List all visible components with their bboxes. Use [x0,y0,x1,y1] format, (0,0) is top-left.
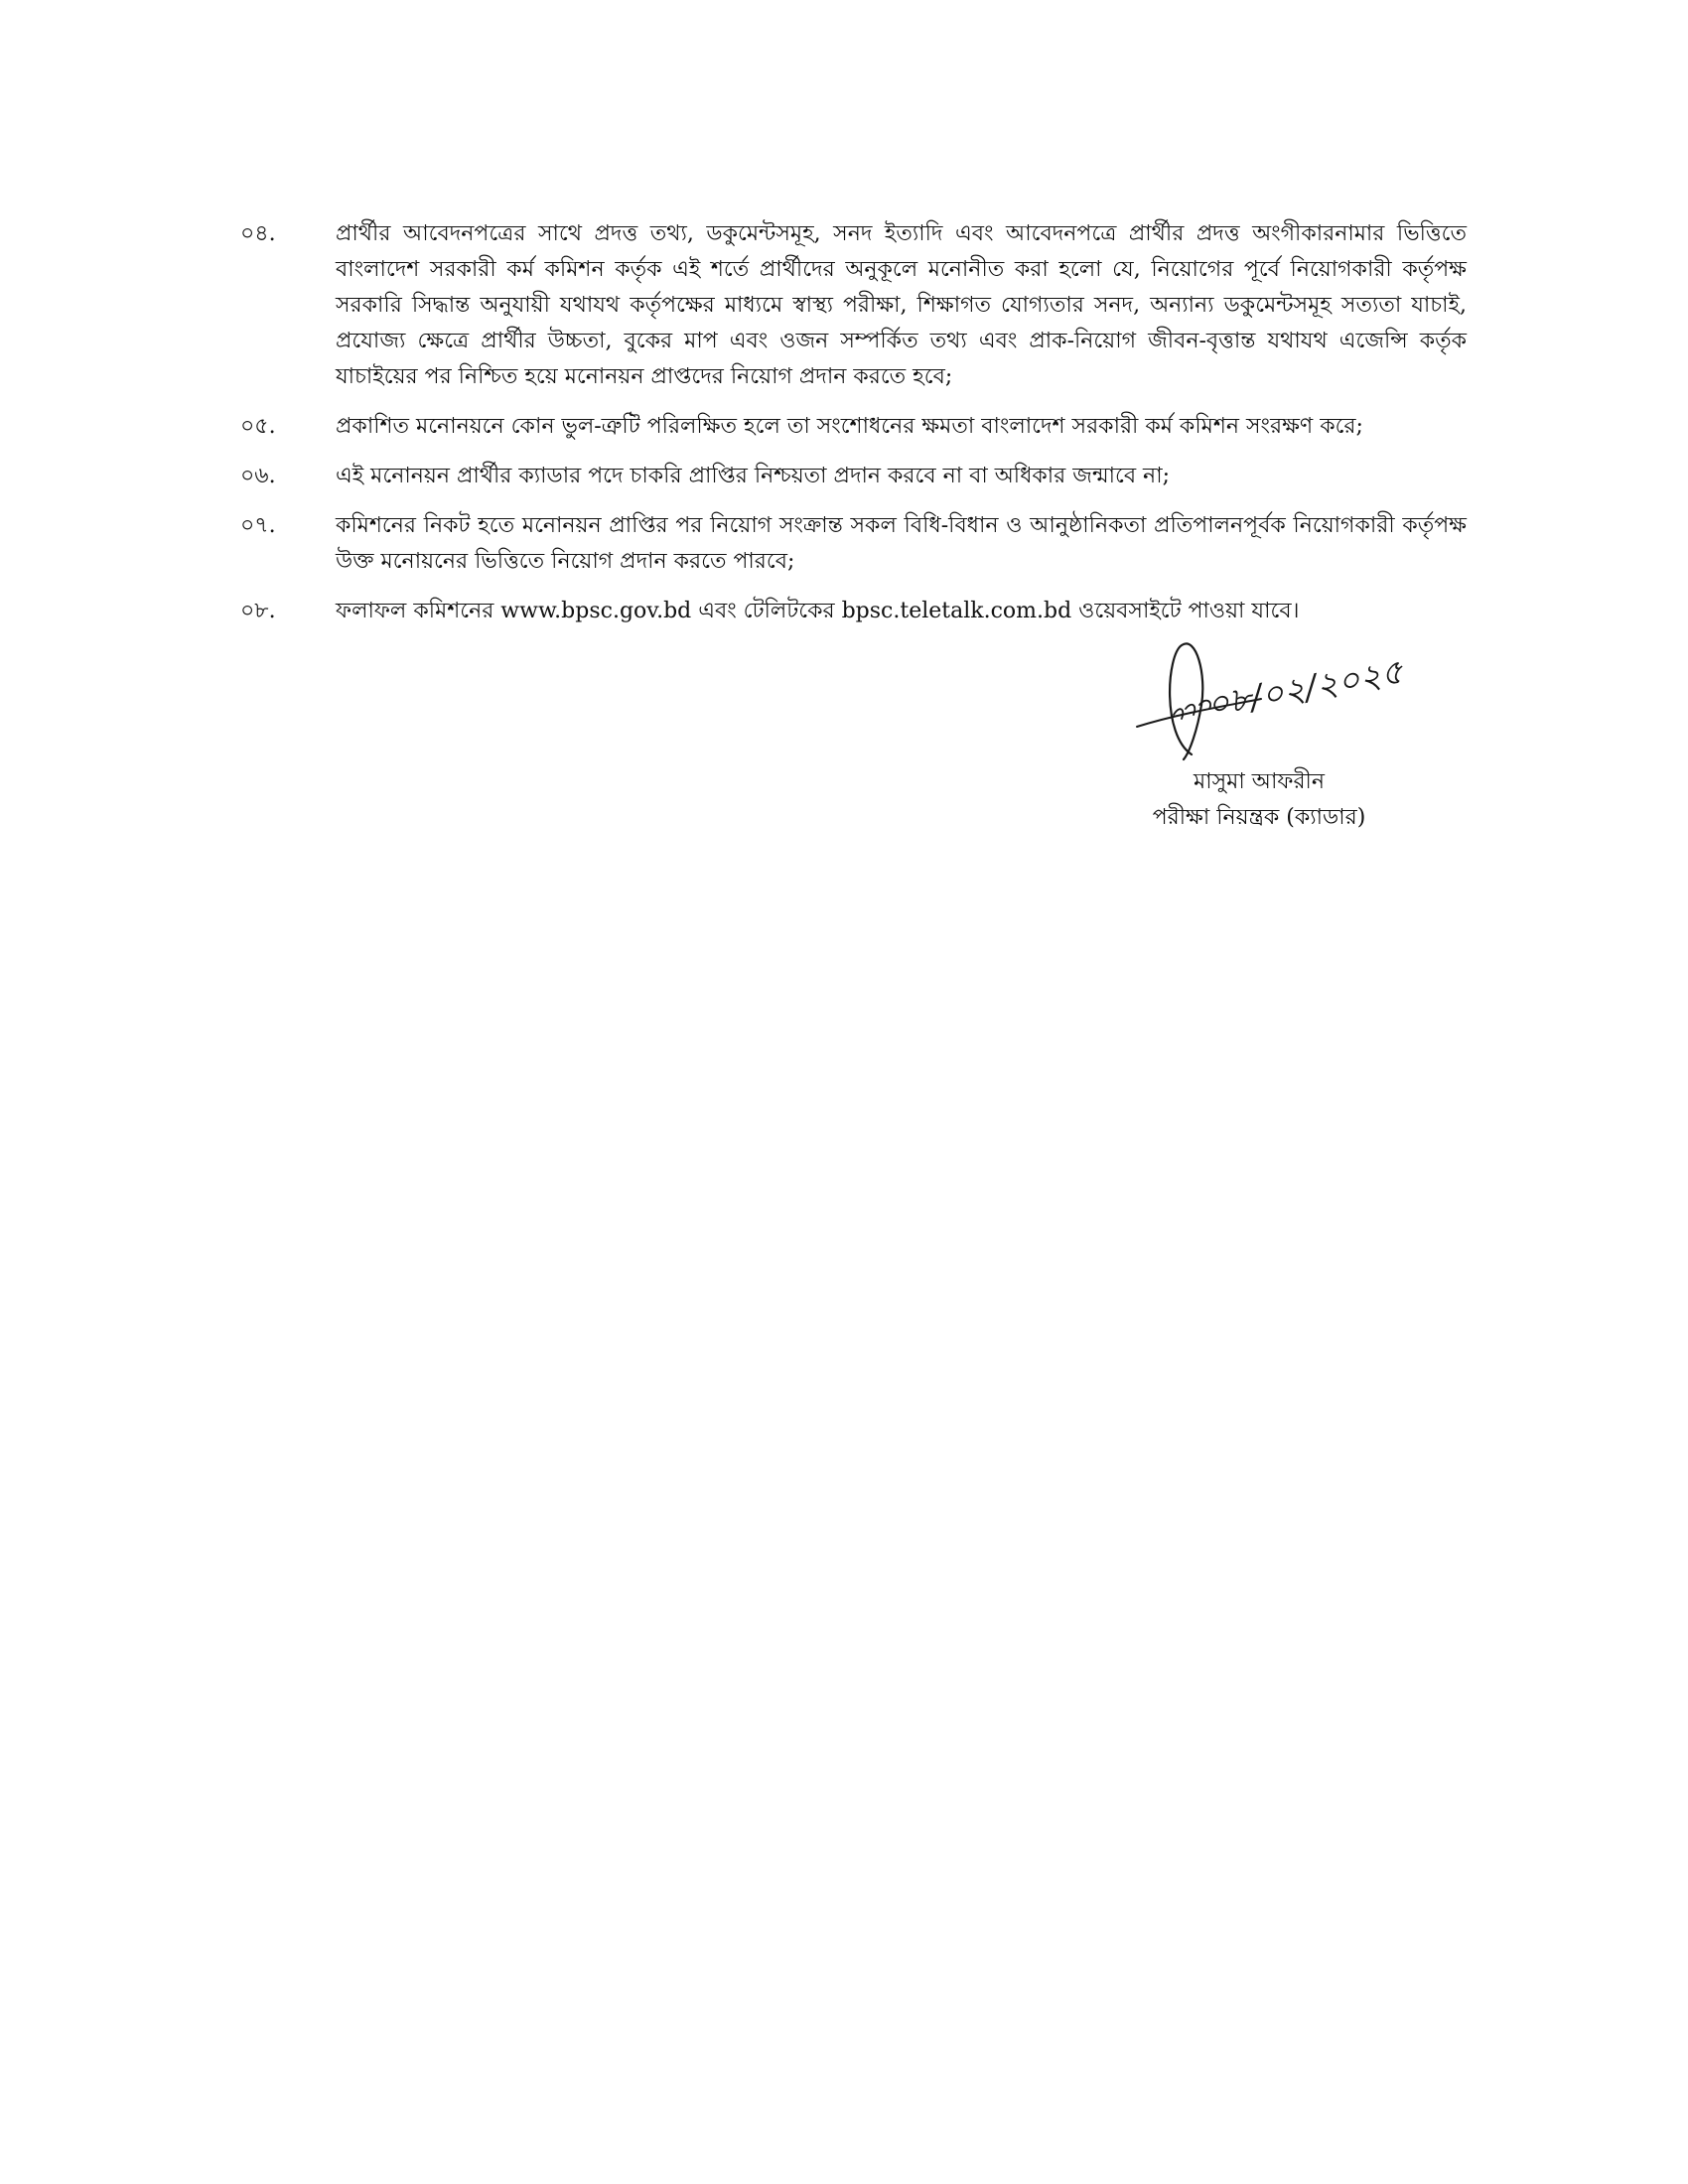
clause-06 [240,459,1467,494]
clause-text: কমিশনের নিকট হতে মনোনয়ন প্রাপ্তির পর নিয়োগ সংক্রান্ত সকল বিধি-বিধান ও আনুষ্ঠানিকতা প্রতিপালনপূর্বক নিয়োগকারী কর্তৃপক্ষ উক্ত মনোয়নের ভিত্তিতে নিয়োগ প্রদান করতে পারবে; [336,513,1467,574]
signer-name: মাসুমা আফরীন [1194,769,1325,794]
clause-number: ০৪. [240,221,276,246]
clause-text: ফলাফল কমিশনের www.bpsc.gov.bd এবং টেলিটকের bpsc.teletalk.com.bd ওয়েবসাইটে পাওয়া যাবে। [336,599,1300,623]
clause-05 [240,409,1467,445]
clause-text: প্রকাশিত মনোনয়নে কোন ভুল-ত্রুটি পরিলক্ষিত হলে তা সংশোধনের ক্ষমতা বাংলাদেশ সরকারী কর্ম কমিশন সংরক্ষণ করে; [336,414,1363,439]
clause-list [240,216,1467,643]
signature-scribble [1122,635,1420,764]
clause-number: ০৬. [240,464,276,488]
clause-number: ০৮. [240,599,276,623]
clause-text: এই মনোনয়ন প্রার্থীর ক্যাডার পদে চাকরি প্রাপ্তির নিশ্চয়তা প্রদান করবে না বা অধিকার জন্মাবে না; [336,464,1170,488]
clause-number: ০৫. [240,414,276,439]
clause-08 [240,594,1467,629]
handwritten-signature [1122,635,1420,764]
clause-04 [240,216,1467,395]
clause-text: প্রার্থীর আবেদনপত্রের সাথে প্রদত্ত তথ্য, ডকুমেন্টসমূহ, সনদ ইত্যাদি এবং আবেদনপত্রে প্রার্থীর প্রদত্ত অংগীকারনামার ভিত্তিতে বাংলাদেশ সরকারী কর্ম কমিশন কর্তৃক এই শর্তে প্রার্থীদের অনুকূলে মনোনীত করা হলো যে, নিয়োগের পূর্বে নিয়োগকারী কর্তৃপক্ষ সরকারি সিদ্ধান্ত অনুযায়ী যথাযথ কর্তৃপক্ষের মাধ্যমে স্বাস্থ্য পরীক্ষা, শিক্ষাগত যোগ্যতার সনদ, অন্যান্য ডকুমেন্টসমূহ সত্যতা যাচাই, প্রযোজ্য ক্ষেত্রে প্রার্থীর উচ্চতা, বুকের মাপ এবং ওজন সম্পর্কিত তথ্য এবং প্রাক-নিয়োগ জীবন-বৃত্তান্ত যথাযথ এজেন্সি কর্তৃক যাচাইয়ের পর নিশ্চিত হয়ে মনোনয়ন প্রাপ্তদের নিয়োগ প্রদান করতে হবে; [336,221,1467,389]
signature-date: ০৮/০২/২০২৫ [1203,651,1407,726]
clause-07 [240,508,1467,580]
signer-title: পরীক্ষা নিয়ন্ত্রক (ক্যাডার) [1152,805,1366,830]
clause-number: ০৭. [240,513,276,538]
